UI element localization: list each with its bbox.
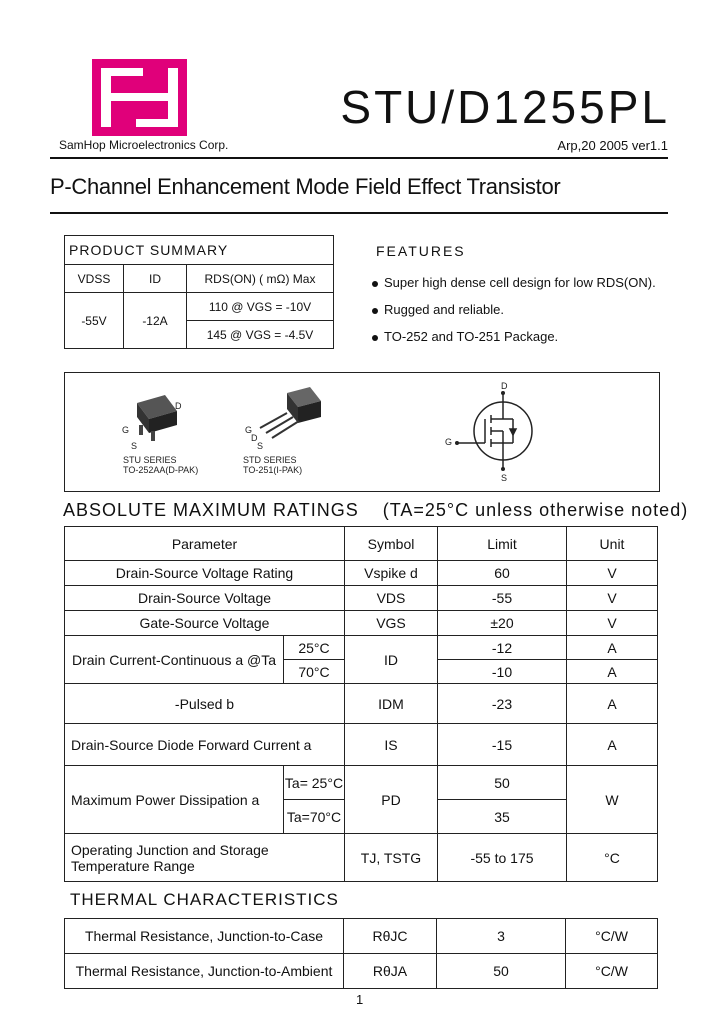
param-rjc: Thermal Resistance, Junction-to-Case (65, 919, 344, 954)
cond-id-25c: 25°C (284, 636, 345, 660)
company-logo (92, 59, 187, 136)
param-idm: -Pulsed b (65, 684, 345, 724)
divider (50, 212, 668, 214)
sym-rja: RθJA (344, 954, 437, 989)
limit-id-70c: -10 (438, 660, 567, 684)
limit-pd-25c: 50 (438, 766, 567, 800)
col-id: ID (124, 265, 187, 293)
symbol-pin-d: D (501, 381, 508, 391)
symbol-pin-g: G (445, 437, 453, 447)
symbol-pin-s: S (501, 473, 508, 483)
limit-vds: -55 (438, 586, 567, 611)
param-vgs: Gate-Source Voltage (65, 611, 345, 636)
param-pd: Maximum Power Dissipation a (65, 766, 284, 834)
product-summary-table (64, 235, 334, 349)
rds-value-1: 110 @ VGS = -10V (187, 293, 334, 321)
ipak-package-icon (260, 387, 321, 438)
unit-vgs: V (567, 611, 658, 636)
id-value: -12A (124, 293, 187, 349)
dpak-pin-d: D (175, 401, 182, 411)
sym-idm: IDM (345, 684, 438, 724)
thermal-table (64, 918, 658, 989)
rds-value-2: 145 @ VGS = -4.5V (187, 321, 334, 349)
col-vdss: VDSS (65, 265, 124, 293)
vdss-value: -55V (65, 293, 124, 349)
divider (50, 157, 668, 159)
param-tj: Operating Junction and Storage Temperature Range (65, 834, 345, 882)
mosfet-symbol (457, 393, 532, 469)
limit-is: -15 (438, 724, 567, 766)
param-id: Drain Current-Continuous a @Ta (65, 636, 284, 684)
ipak-pin-s: S (257, 441, 264, 451)
limit-pd-70c: 35 (438, 800, 567, 834)
sym-rjc: RθJC (344, 919, 437, 954)
col-rds: RDS(ON) ( mΩ) Max (187, 265, 334, 293)
unit-rjc: °C/W (566, 919, 658, 954)
ipak-pin-g: G (245, 425, 253, 435)
param-vspike: Drain-Source Voltage Rating (65, 561, 345, 586)
sym-vgs: VGS (345, 611, 438, 636)
feature-item: TO-252 and TO-251 Package. (372, 329, 558, 344)
dpak-pin-g: G (122, 425, 130, 435)
thermal-title: THERMAL CHARACTERISTICS (70, 890, 339, 909)
val-rja: 50 (437, 954, 566, 989)
param-rja: Thermal Resistance, Junction-to-Ambient (65, 954, 344, 989)
col-unit: Unit (567, 527, 658, 561)
limit-vgs: ±20 (438, 611, 567, 636)
val-rjc: 3 (437, 919, 566, 954)
unit-vspike: V (567, 561, 658, 586)
unit-is: A (567, 724, 658, 766)
cond-pd-70c: Ta=70°C (284, 800, 345, 834)
unit-rja: °C/W (566, 954, 658, 989)
part-number: STU/D1255PL (340, 81, 670, 133)
sym-is: IS (345, 724, 438, 766)
cond-pd-25c: Ta= 25°C (284, 766, 345, 800)
col-parameter: Parameter (65, 527, 345, 561)
sym-vds: VDS (345, 586, 438, 611)
feature-item: Rugged and reliable. (372, 302, 504, 317)
company-name: SamHop Microelectronics Corp. (59, 138, 229, 152)
ipak-pin-d: D (251, 433, 258, 443)
sym-vspike: Vspike d (345, 561, 438, 586)
unit-pd: W (567, 766, 658, 834)
dpak-pin-s: S (131, 441, 138, 451)
product-summary-heading: PRODUCT SUMMARY (65, 236, 334, 265)
unit-vds: V (567, 586, 658, 611)
limit-idm: -23 (438, 684, 567, 724)
absolute-max-ratings-table (64, 526, 658, 882)
param-is: Drain-Source Diode Forward Current a (65, 724, 345, 766)
stu-series-label: STU SERIES (123, 455, 177, 465)
document-title: P-Channel Enhancement Mode Field Effect Transistor (50, 174, 561, 199)
limit-id-25c: -12 (438, 636, 567, 660)
col-limit: Limit (438, 527, 567, 561)
dpak-package-icon (137, 395, 177, 441)
param-vds: Drain-Source Voltage (65, 586, 345, 611)
sym-id: ID (345, 636, 438, 684)
package-diagram (64, 372, 660, 492)
feature-item: Super high dense cell design for low RDS(ON). (372, 275, 656, 290)
sym-tj: TJ, TSTG (345, 834, 438, 882)
unit-tj: °C (567, 834, 658, 882)
std-series-label: STD SERIES (243, 455, 297, 465)
limit-tj: -55 to 175 (438, 834, 567, 882)
unit-id-25c: A (567, 636, 658, 660)
page-number: 1 (356, 992, 364, 1007)
limit-vspike: 60 (438, 561, 567, 586)
revision-date: Arp,20 2005 ver1.1 (557, 138, 668, 153)
amr-title: ABSOLUTE MAXIMUM RATINGS (TA=25°C unless otherwise noted) (63, 500, 689, 520)
features-heading: FEATURES (376, 243, 466, 259)
stu-package-label: TO-252AA(D-PAK) (123, 465, 199, 475)
sym-pd: PD (345, 766, 438, 834)
std-package-label: TO-251(I-PAK) (243, 465, 303, 475)
unit-id-70c: A (567, 660, 658, 684)
col-symbol: Symbol (345, 527, 438, 561)
cond-id-70c: 70°C (284, 660, 345, 684)
unit-idm: A (567, 684, 658, 724)
